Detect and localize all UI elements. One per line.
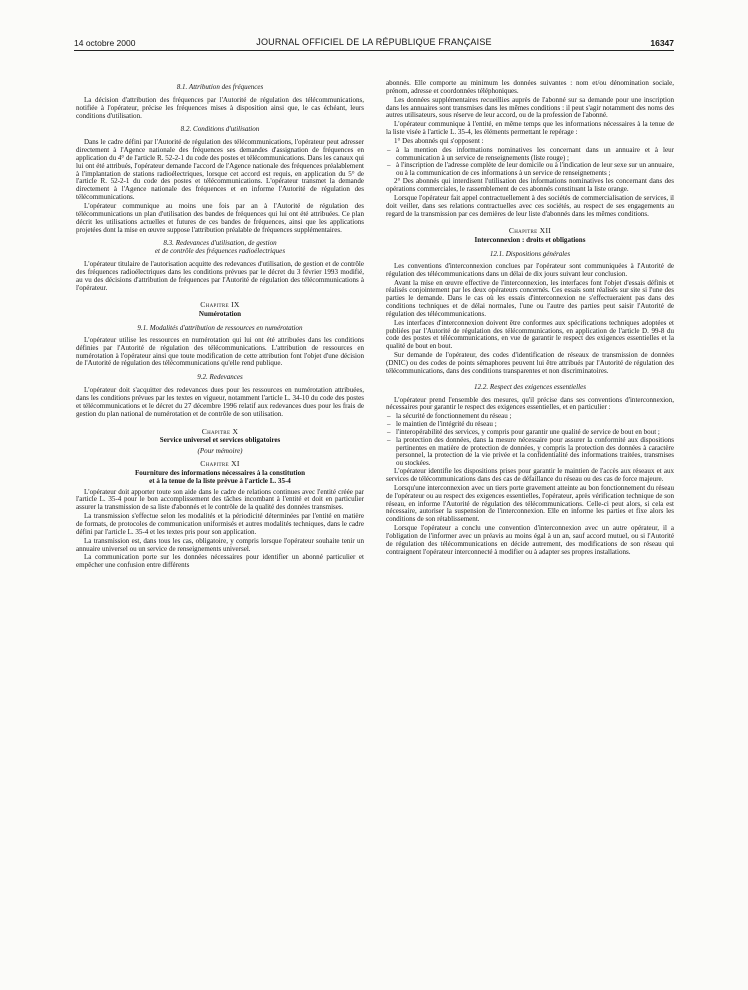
paragraph: L'opérateur titulaire de l'autorisation acquitte des redevances d'utilisation, de gestion et de contrôle des fréquences radioélectriques dans les conditions prévues par le décret du 3 février 1993 modifié, au vu des décisions d'attribution de fréquences par l'Autorité de régulation des télécommunications à l'opérateur. xyxy=(76,260,364,292)
list-item: – l'interopérabilité des services, y compris pour garantir une qualité de service de bout en bout ; xyxy=(396,429,674,437)
paragraph: Sur demande de l'opérateur, des codes d'identification de réseaux de transmission de données (DNIC) ou des codes de points sémaphores peuvent lui être attribués par l'Autorité de régulation des télécommunications, dans des conditions transparentes et non discriminatoires. xyxy=(386,351,674,375)
list-item: 2° Des abonnés qui interdisent l'utilisation des informations nominatives les concernant dans des opérations commerciales, le rassemblement de ces abonnés constituant la liste orange. xyxy=(386,177,674,193)
dash-list xyxy=(386,147,674,178)
paragraph: L'opérateur identifie les dispositions prises pour garantir le maintien de l'accès aux réseaux et aux services de télécommunications dans des cas de défaillance du réseau ou des cas de force majeure. xyxy=(386,467,674,483)
section-title-8-3-line2: et de contrôle des fréquences radioélectriques xyxy=(154,247,286,256)
paragraph: Les conventions d'interconnexion conclues par l'opérateur sont communiquées à l'Autorité de régulation des télécommunications dans un délai de dix jours suivant leur conclusion. xyxy=(386,261,674,278)
list-item: – à la mention des informations nominatives les concernant dans un annuaire et à leur communication à un service de renseignements (liste rouge) ; xyxy=(396,147,674,163)
paragraph: Lorsque l'opérateur a conclu une convention d'interconnexion avec un autre opérateur, il a l'obligation de l'informer avec un préavis au moins égal à un an, sauf accord mutuel, ou si l'Autorité de régulation des télécommunications en décide autrement, des modifications de son réseau qui contraignent l'opérateur interconnecté à modifier ou à adapter ses propres installations. xyxy=(386,524,674,556)
chapter-title-ix: Numérotation xyxy=(198,310,242,319)
chapter-label-xii: Chapitre XII xyxy=(508,226,552,236)
list-item: – la protection des données, dans la mesure nécessaire pour assurer la conformité aux dispositions pertinentes en matière de protection de données, y compris la protection des données à caractère personnel, la protection de la vie privée et la confidentialité des informations traitées, transmises ou stockées. xyxy=(396,437,674,468)
paragraph: abonnés. Elle comporte au minimum les données suivantes : nom et/ou dénomination sociale, prénom, adresse et coordonnées téléphoniques. xyxy=(386,79,674,95)
paragraph: Lorsqu'une interconnexion avec un tiers porte gravement atteinte au bon fonctionnement du réseau de l'opérateur ou au respect des exigences essentielles, l'opérateur, après vérification technique de son réseau, en informe l'Autorité de régulation des télécommunications. Celle-ci peut alors, si cela est nécessaire, autoriser la suspension de l'interconnexion. Elle en informe les parties et fixe alors les conditions de son rétablissement. xyxy=(386,483,674,524)
paragraph: Les données supplémentaires recueillies auprès de l'abonné sur sa demande pour une inscription dans les annuaires sont transmises dans les mêmes conditions : il peut s'agir notamment des noms des autres utilisateurs, sous réserve de leur accord, ou de la profession de l'abonné. xyxy=(386,95,674,120)
paragraph: L'opérateur prend l'ensemble des mesures, qu'il précise dans ses conventions d'interconnexion, nécessaires pour garantir le respect des exigences essentielles, et en particulier : xyxy=(386,395,674,412)
paragraph: La communication porte sur les données nécessaires pour identifier un abonné particulier et empêcher une confusion entre différents xyxy=(76,553,364,570)
chapter-title-xii: Interconnexion : droits et obligations xyxy=(474,236,586,245)
section-title-12-2: 12.2. Respect des exigences essentielles xyxy=(474,382,586,391)
paragraph: L'opérateur doit s'acquitter des redevances dues pour les ressources en numérotation attribuées, dans les conditions prévues par les textes en vigueur, notamment l'article L. 34-10 du code des postes et télécommunications et le décret du 27 décembre 1996 relatif aux redevances dues pour les frais de gestion du plan national de numérotation et de contrôle de son utilisation. xyxy=(76,386,364,418)
list-item: – à l'inscription de l'adresse complète de leur domicile ou à l'indication de leur sexe sur un annuaire, ou à la communication de ces informations à un service de renseignements ; xyxy=(396,162,674,178)
chapter-label-xi: Chapitre XI xyxy=(200,459,240,469)
paragraph: La décision d'attribution des fréquences par l'Autorité de régulation des télécommunications, notifiée à l'opérateur, précise les fréquences mises à disposition ainsi que, le cas échéant, leurs conditions d'utilisation. xyxy=(76,95,364,120)
right-column xyxy=(386,80,674,557)
section-title-8-3-line1: 8.3. Redevances d'utilisation, de gestion xyxy=(163,239,277,248)
paragraph: Dans le cadre défini par l'Autorité de régulation des télécommunications, l'opérateur peut adresser directement à l'Agence nationale des fréquences ses demandes d'assignation de fréquences en application du 4° de l'article R. 52-2-1 du code des postes et télécommunications. Dans les canaux qui lui ont été attribués, l'opérateur demande l'accord de l'Agence nationale des fréquences préalablement à l'implantation de stations radioélectriques, lorsque cet accord est requis, en application du 5° de l'article R. 52-2-1 du code des postes et télécommunications. L'opérateur transmet la demande directement à l'Agence nationale des fréquences et en informe l'Autorité de régulation des télécommunications. xyxy=(76,138,364,202)
paragraph: La transmission s'effectue selon les modalités et la périodicité déterminées par l'entité en matière de formats, de protocoles de communication uniformisés et autres modalités techniques, dans le cadre défini par l'article L. 35-4 et les textes pris pour son application. xyxy=(76,512,364,536)
paragraph: L'opérateur communique à l'entité, en même temps que les informations nécessaires à la tenue de la liste visée à l'article L. 35-4, les éléments permettant le repérage : xyxy=(386,120,674,137)
paragraph: Lorsque l'opérateur fait appel contractuellement à des sociétés de commercialisation de services, il doit veiller, dans ses relations contractuelles avec ces sociétés, au respect de ses engagements au regard de la transmission par ces dernières de leur liste d'abonnés dans les mêmes conditions. xyxy=(386,193,674,218)
chapter-label-x: Chapitre X xyxy=(201,426,239,436)
list-item: – la sécurité de fonctionnement du réseau ; xyxy=(396,413,674,421)
paragraph: L'opérateur communique au moins une fois par an à l'Autorité de régulation des télécommunications un plan d'utilisation des bandes de fréquences qui lui ont été attribuées. Ce plan décrit les utilisations actuelles et futures de ces bandes de fréquences, ainsi que les applications projetées dont la mise en œuvre suppose l'attribution préalable de fréquences supplémentaires. xyxy=(76,201,364,234)
section-title-8-2: 8.2. Conditions d'utilisation xyxy=(180,125,260,134)
chapter-title-xi-line1: Fourniture des informations nécessaires à la constitution xyxy=(134,468,306,477)
dash-list xyxy=(386,413,674,468)
list-item: – le maintien de l'intégrité du réseau ; xyxy=(396,421,674,429)
paragraph: L'opérateur utilise les ressources en numérotation qui lui ont été attribuées dans les conditions définies par l'Autorité de régulation des télécommunications. L'attribution de ressources en numérotation à l'opérateur ainsi que toute modification de cette attribution font l'objet d'une décision de l'Autorité de régulation des télécommunications qu'elle rend publique. xyxy=(76,335,364,368)
paragraph: Avant la mise en œuvre effective de l'interconnexion, les interfaces font l'objet d'essais définis et réalisés conjointement par les deux opérateurs concernés. Ces essais sont réalisés sur site si l'une des parties le demande. Dans le cas où les essais d'interconnexion ne s'effectueraient pas dans des conditions techniques et de délai normales, l'une ou l'autre des parties peut saisir l'Autorité de régulation des télécommunications. xyxy=(386,278,674,318)
page-header xyxy=(74,36,674,51)
header-date: 14 octobre 2000 xyxy=(74,38,136,48)
section-title-9-2: 9.2. Redevances xyxy=(197,373,243,382)
chapter-title-xi-line2: et à la tenue de la liste prévue à l'article L. 35-4 xyxy=(149,476,291,485)
section-title-12-1: 12.1. Dispositions générales xyxy=(489,250,571,259)
section-title-9-1: 9.1. Modalités d'attribution de ressources en numérotation xyxy=(137,324,303,333)
paragraph: Les interfaces d'interconnexion doivent être conformes aux spécifications techniques adoptées et publiées par l'Autorité de régulation des télécommunications, en application de l'article D. 99-8 du code des postes et télécommunications, en vue de garantir le respect des exigences essentielles et la qualité de bout en bout. xyxy=(386,318,674,351)
left-column xyxy=(76,78,364,571)
page-number: 16347 xyxy=(650,38,674,48)
chapter-title-x: Service universel et services obligatoires xyxy=(159,436,281,445)
chapter-label-ix: Chapitre IX xyxy=(200,300,240,310)
paragraph: La transmission est, dans tous les cas, obligatoire, y compris lorsque l'opérateur souhaite tenir un annuaire universel ou un service de renseignements universel. xyxy=(76,536,364,553)
chapter-subtitle-x: (Pour mémoire) xyxy=(197,447,243,456)
list-item: 1° Des abonnés qui s'opposent : xyxy=(394,136,484,145)
paragraph: L'opérateur doit apporter toute son aide dans le cadre de relations continues avec l'entité créée par l'article L. 35-4 pour le bon accomplissement des tâches incombant à l'entité et doit en particulier assurer la transmission de sa liste d'abonnés et le contrôle de la qualité des données transmises. xyxy=(76,487,364,512)
section-title-8-1: 8.1. Attribution des fréquences xyxy=(176,83,264,91)
journal-title: JOURNAL OFFICIEL DE LA RÉPUBLIQUE FRANÇAISE xyxy=(256,37,492,47)
